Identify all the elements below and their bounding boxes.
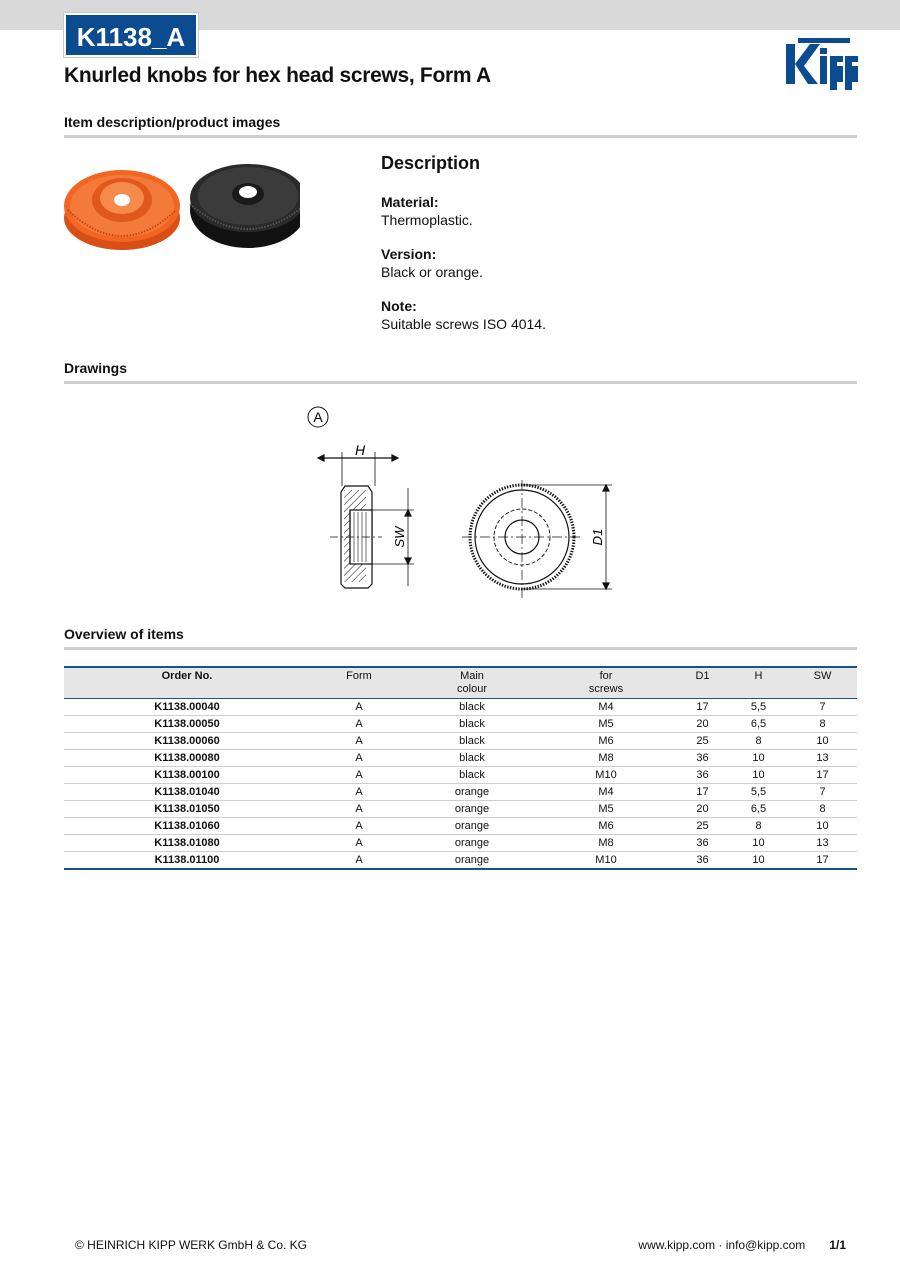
table-row <box>64 801 857 818</box>
cell-d1: 20 <box>676 801 729 818</box>
cell-form: A <box>310 784 408 801</box>
cell-sw: 7 <box>788 699 857 716</box>
cell-main-colour: orange <box>408 784 536 801</box>
cell-order-no: K1138.00050 <box>64 716 310 733</box>
side-view <box>318 452 414 588</box>
cell-h: 10 <box>729 852 788 870</box>
cell-d1: 25 <box>676 733 729 750</box>
cell-for-screws: M8 <box>536 835 676 852</box>
footer-copyright: © HEINRICH KIPP WERK GmbH & Co. KG <box>75 1238 307 1252</box>
cell-h: 10 <box>729 835 788 852</box>
header-order-no: Order No. <box>161 670 213 682</box>
form-marker: A <box>313 409 323 425</box>
cell-d1: 17 <box>676 699 729 716</box>
cell-d1: 25 <box>676 818 729 835</box>
cell-form: A <box>310 750 408 767</box>
cell-h: 6,5 <box>729 801 788 818</box>
dimension-sw-label: SW <box>392 526 407 548</box>
orange-knob-image <box>64 170 180 250</box>
cell-for-screws: M6 <box>536 818 676 835</box>
cell-main-colour: orange <box>408 818 536 835</box>
cell-main-colour: black <box>408 716 536 733</box>
cell-main-colour: black <box>408 750 536 767</box>
page-number: 1/1 <box>829 1238 846 1252</box>
kipp-logo <box>784 36 858 92</box>
material-value: Thermoplastic. <box>381 212 473 228</box>
table-header-row <box>64 667 857 699</box>
cell-for-screws: M10 <box>536 767 676 784</box>
cell-sw: 7 <box>788 784 857 801</box>
cell-d1: 36 <box>676 835 729 852</box>
page-title: Knurled knobs for hex head screws, Form A <box>64 64 491 87</box>
cell-order-no: K1138.00040 <box>64 699 310 716</box>
cell-form: A <box>310 767 408 784</box>
section-title-drawings: Drawings <box>64 360 128 376</box>
cell-sw: 17 <box>788 767 857 784</box>
table-row <box>64 699 857 716</box>
cell-order-no: K1138.01050 <box>64 801 310 818</box>
cell-order-no: K1138.01080 <box>64 835 310 852</box>
cell-h: 10 <box>729 750 788 767</box>
table-row <box>64 767 857 784</box>
cell-sw: 10 <box>788 733 857 750</box>
description-block <box>381 153 801 350</box>
section-title-overview: Overview of items <box>64 626 184 642</box>
table-row <box>64 784 857 801</box>
cell-order-no: K1138.01060 <box>64 818 310 835</box>
cell-for-screws: M5 <box>536 716 676 733</box>
cell-for-screws: M4 <box>536 784 676 801</box>
header-form: Form <box>346 670 372 682</box>
section-divider <box>64 647 857 650</box>
header-d1: D1 <box>695 670 710 682</box>
cell-main-colour: black <box>408 699 536 716</box>
section-divider <box>64 135 857 138</box>
cell-for-screws: M6 <box>536 733 676 750</box>
cell-h: 6,5 <box>729 716 788 733</box>
items-table <box>64 666 857 870</box>
note-value: Suitable screws ISO 4014. <box>381 316 546 332</box>
table-row <box>64 818 857 835</box>
header-for-screws: for screws <box>588 670 624 695</box>
cell-for-screws: M8 <box>536 750 676 767</box>
cell-d1: 20 <box>676 716 729 733</box>
cell-d1: 36 <box>676 852 729 870</box>
header-h: H <box>754 670 763 682</box>
cell-form: A <box>310 852 408 870</box>
cell-form: A <box>310 716 408 733</box>
cell-main-colour: black <box>408 767 536 784</box>
section-title-item-description: Item description/product images <box>64 114 281 130</box>
cell-main-colour: black <box>408 733 536 750</box>
technical-drawing <box>300 400 640 610</box>
cell-order-no: K1138.00080 <box>64 750 310 767</box>
footer-contact-text: www.kipp.com · info@kipp.com <box>638 1238 806 1252</box>
cell-h: 8 <box>729 818 788 835</box>
version-label: Version: <box>381 246 437 262</box>
black-knob-image <box>190 164 300 248</box>
cell-form: A <box>310 699 408 716</box>
cell-sw: 10 <box>788 818 857 835</box>
cell-form: A <box>310 801 408 818</box>
cell-form: A <box>310 733 408 750</box>
cell-h: 5,5 <box>729 699 788 716</box>
cell-sw: 13 <box>788 750 857 767</box>
table-row <box>64 835 857 852</box>
dimension-d1-label: D1 <box>590 528 605 546</box>
product-images <box>60 150 300 260</box>
header-main-colour: Main colour <box>457 670 487 695</box>
table-row <box>64 733 857 750</box>
cell-main-colour: orange <box>408 852 536 870</box>
cell-form: A <box>310 835 408 852</box>
cell-sw: 17 <box>788 852 857 870</box>
product-code-badge: K1138_A <box>64 13 198 57</box>
cell-main-colour: orange <box>408 801 536 818</box>
cell-for-screws: M5 <box>536 801 676 818</box>
table-row <box>64 716 857 733</box>
table-row <box>64 750 857 767</box>
cell-d1: 36 <box>676 750 729 767</box>
cell-order-no: K1138.00060 <box>64 733 310 750</box>
header-sw: SW <box>813 670 832 682</box>
cell-h: 5,5 <box>729 784 788 801</box>
cell-sw: 8 <box>788 801 857 818</box>
cell-for-screws: M10 <box>536 852 676 870</box>
cell-form: A <box>310 818 408 835</box>
material-label: Material: <box>381 194 439 210</box>
cell-sw: 8 <box>788 716 857 733</box>
cell-order-no: K1138.01040 <box>64 784 310 801</box>
cell-sw: 13 <box>788 835 857 852</box>
cell-order-no: K1138.01100 <box>64 852 310 870</box>
cell-main-colour: orange <box>408 835 536 852</box>
table-row <box>64 852 857 870</box>
cell-h: 8 <box>729 733 788 750</box>
cell-h: 10 <box>729 767 788 784</box>
cell-d1: 36 <box>676 767 729 784</box>
cell-order-no: K1138.00100 <box>64 767 310 784</box>
footer-contact <box>638 1238 846 1252</box>
section-divider <box>64 381 857 384</box>
note-label: Note: <box>381 298 417 314</box>
cell-for-screws: M4 <box>536 699 676 716</box>
cell-d1: 17 <box>676 784 729 801</box>
description-heading: Description <box>381 153 481 173</box>
dimension-h-label: H <box>354 442 366 458</box>
version-value: Black or orange. <box>381 264 483 280</box>
